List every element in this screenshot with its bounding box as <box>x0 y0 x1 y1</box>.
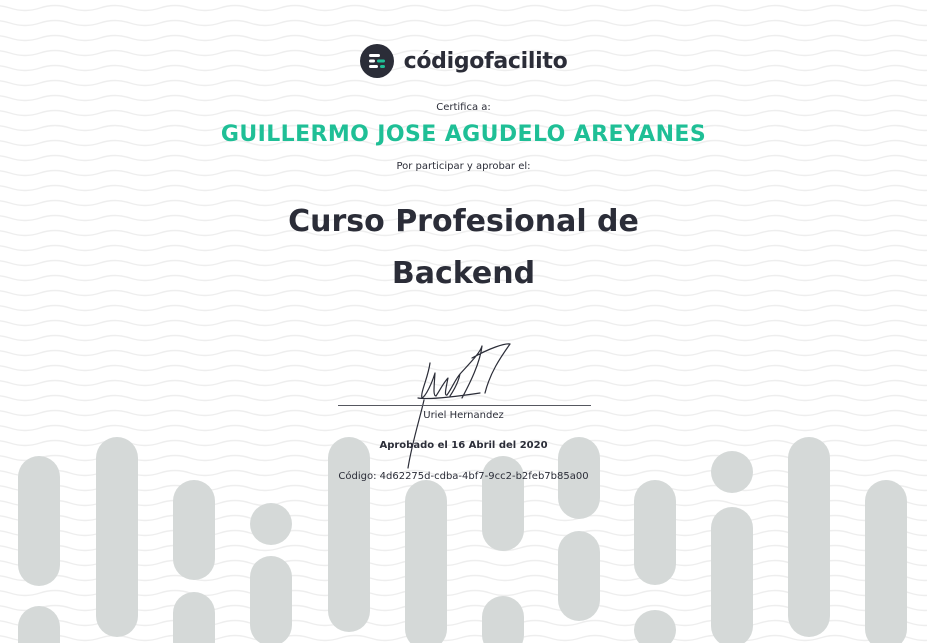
decorative-pill <box>173 592 215 643</box>
decorative-pill <box>328 437 370 632</box>
decorative-pill <box>865 480 907 643</box>
decorative-pill <box>250 503 292 545</box>
decorative-pill <box>173 480 215 580</box>
decorative-pill <box>634 610 676 643</box>
certifies-label: Certifica a: <box>436 102 491 113</box>
decorative-pill <box>405 480 447 643</box>
signer-name: Uriel Hernandez <box>423 410 504 421</box>
decorative-pill <box>634 480 676 585</box>
course-title <box>0 196 927 300</box>
decorative-pill <box>711 507 753 643</box>
course-title-line-2: Backend <box>391 256 536 291</box>
decorative-pill <box>788 437 830 637</box>
signature-line <box>338 405 591 406</box>
brand-name: códigofacilito <box>403 48 568 74</box>
approval-date: Aprobado el 16 Abril del 2020 <box>379 440 548 451</box>
decorative-pill <box>558 531 600 621</box>
certificate-code: Código: 4d62275d-cdba-4bf7-9cc2-b2feb7b85a00 <box>338 471 589 482</box>
course-title-line-1: Curso Profesional de <box>288 204 639 239</box>
student-name: GUILLERMO JOSE AGUDELO AREYANES <box>220 122 707 147</box>
decorative-pill <box>96 437 138 637</box>
codigofacilito-logo-icon <box>360 44 394 78</box>
decorative-pill <box>18 606 60 643</box>
brand-logo <box>0 44 927 78</box>
decorative-pill <box>482 596 524 643</box>
decorative-pill <box>250 556 292 643</box>
participation-label: Por participar y aprobar el: <box>396 161 531 172</box>
